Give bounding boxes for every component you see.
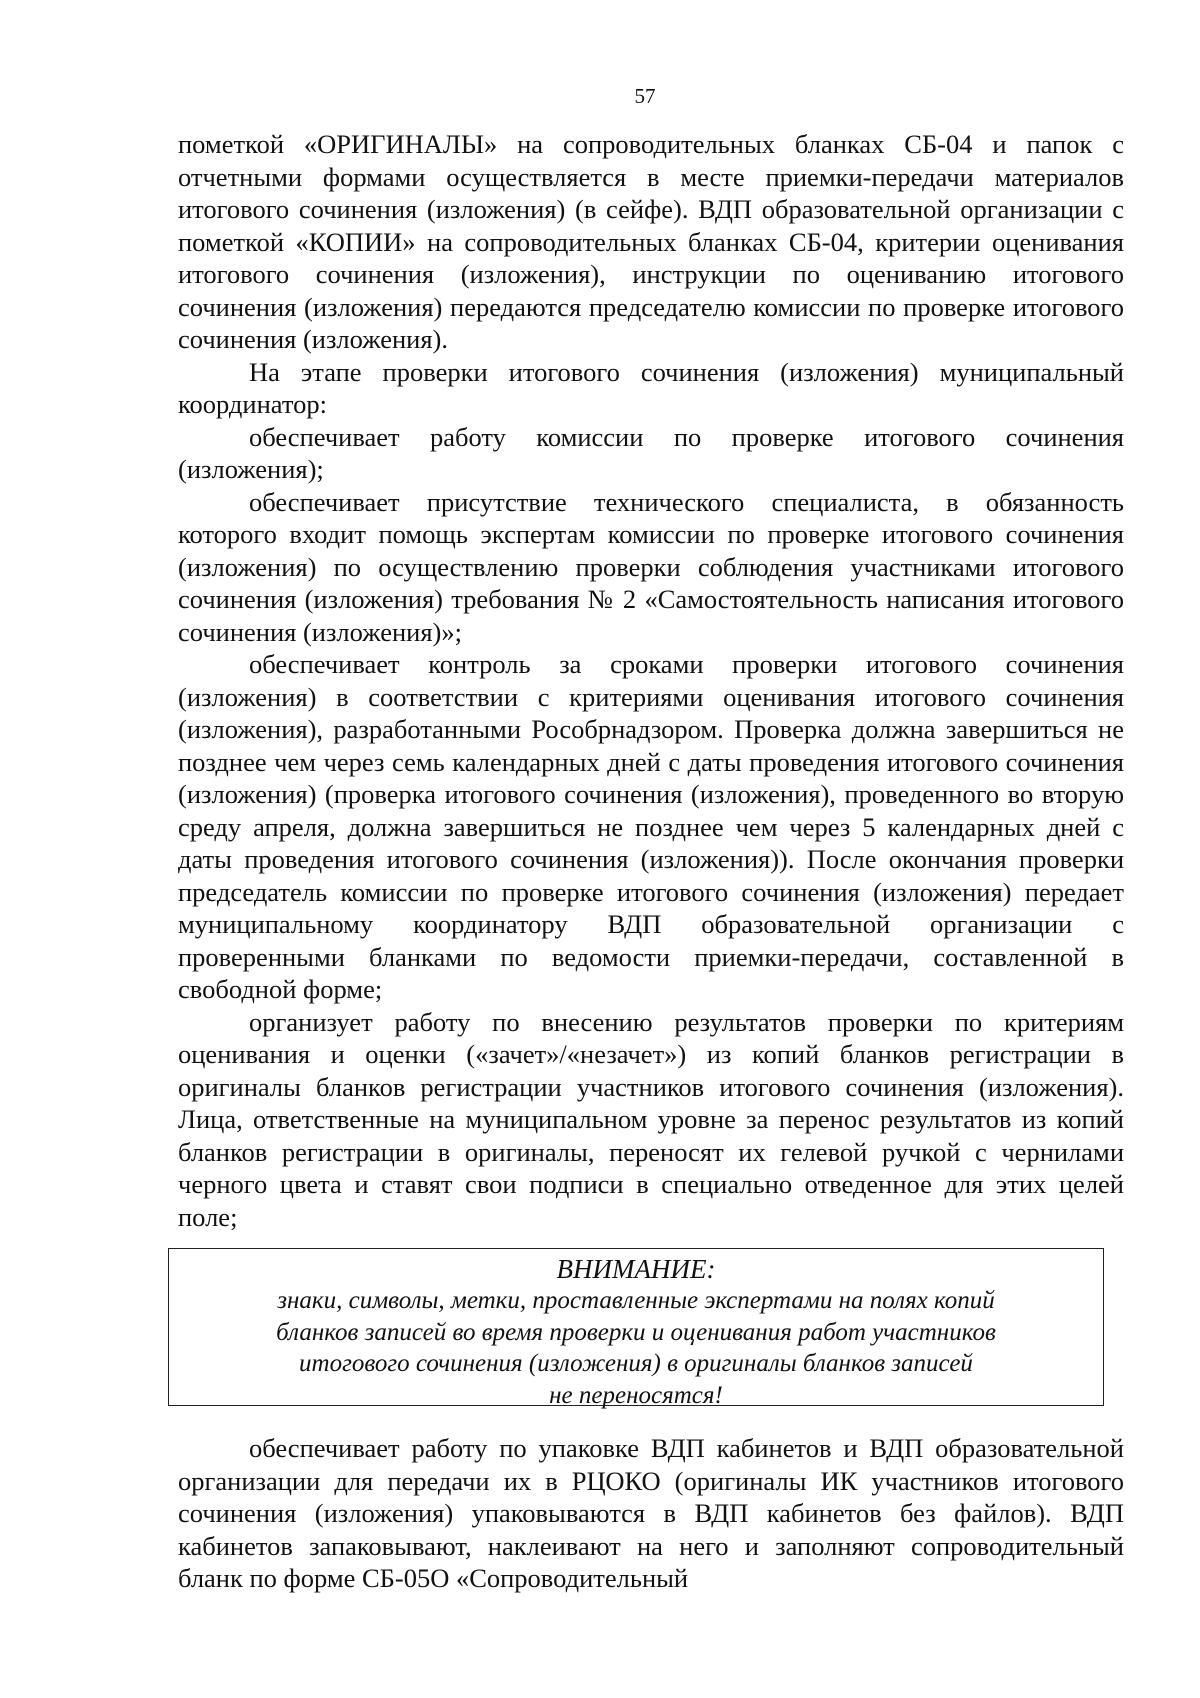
paragraph: обеспечивает присутствие технического специалиста, в обязанность которого входит помощь экспертам комиссии по проверке итогового сочинения (изложения) по осуществлению проверки соблюдения участниками итогового сочинения (изложения) требования № 2 «Самостоятельность написания итогового сочинения (изложения)»; — [178, 486, 1124, 647]
main-text-continued — [178, 1432, 1124, 1595]
paragraph: обеспечивает работу по упаковке ВДП кабинетов и ВДП образовательной организации для передачи их в РЦОКО (оригиналы ИК участников итогового сочинения (изложения) упаковываются в ВДП кабинетов без файлов). ВДП кабинетов запаковывают, наклеивают на него и заполняют сопроводительный бланк по форме СБ-05О «Сопроводительный — [178, 1433, 1124, 1593]
paragraph: организует работу по внесению результатов проверки по критериям оценивания и оценки («зачет»/«незачет») из копий бланков регистрации в оригиналы бланков регистрации участников итогового сочинения (изложения). Лица, ответственные на муниципальном уровне за перенос результатов из копий бланков регистрации в оригиналы, переносят их гелевой ручкой с чернилами черного цвета и ставят свои подписи в специально отведенное для этих целей поле; — [178, 1006, 1124, 1232]
paragraph-continuation: пометкой «ОРИГИНАЛЫ» на сопроводительных бланках СБ-04 и папок с отчетными формами осуществляется в месте приемки-передачи материалов итогового сочинения (изложения) (в сейфе). ВДП образовательной организации с пометкой «КОПИИ» на сопроводительных бланках СБ-04, критерии оценивания итогового сочинения (изложения), инструкции по оцениванию итогового сочинения (изложения) передаются председателю комиссии по проверке итогового сочинения (изложения). — [178, 129, 1124, 354]
notice-line: не переносятся! — [549, 1381, 723, 1409]
paragraph: На этапе проверки итогового сочинения (изложения) муниципальный координатор: — [178, 356, 1124, 419]
notice-line: бланков записей во время проверки и оценивания работ участников — [276, 1318, 996, 1346]
attention-notice-box — [168, 1248, 1104, 1409]
paragraph: обеспечивает контроль за сроками проверки итогового сочинения (изложения) в соответствии с критериями оценивания итогового сочинения (изложения), разработанными Рособрнадзором. Проверка должна завершиться не позднее чем через семь календарных дней с даты проведения итогового сочинения (изложения) (проверка итогового сочинения (изложения), проведенного во вторую среду апреля, должна завершиться не позднее чем через 5 календарных дней с даты проведения итогового сочинения (изложения)). После окончания проверки председатель комиссии по проверке итогового сочинения (изложения) передает муниципальному координатору ВДП образовательной организации с проверенными бланками по ведомости приемки-передачи, составленной в свободной форме; — [178, 649, 1124, 1004]
notice-line: итогового сочинения (изложения) в оригиналы бланков записей — [299, 1350, 973, 1377]
notice-title: ВНИМАНИЕ: — [556, 1254, 716, 1284]
paragraph: обеспечивает работу комиссии по проверке итогового сочинения (изложения); — [178, 421, 1124, 484]
main-text — [178, 128, 1124, 1233]
notice-line: знаки, символы, метки, проставленные экспертами на полях копий — [277, 1287, 995, 1314]
page-number: 57 — [634, 84, 656, 108]
